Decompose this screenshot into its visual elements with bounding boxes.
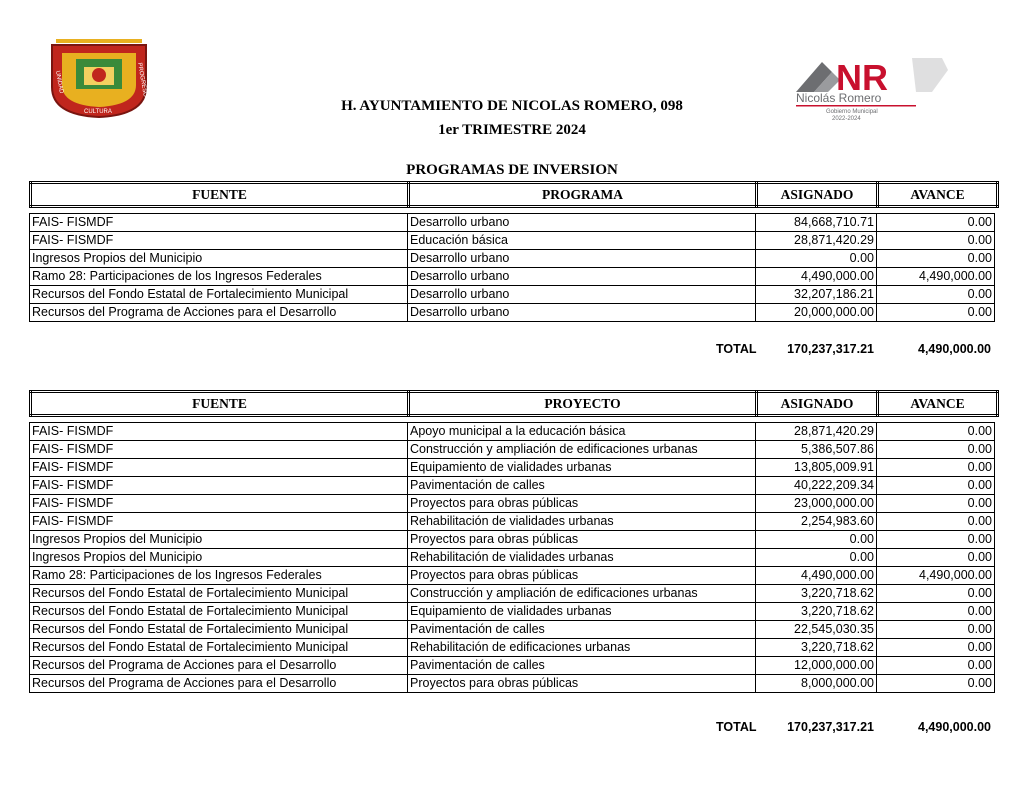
cell-asignado: 3,220,718.62 — [756, 639, 877, 657]
cell-fuente: Recursos del Programa de Acciones para el Desarrollo — [30, 675, 408, 693]
logo-subtitle: Gobierno Municipal — [826, 109, 878, 115]
table-row — [30, 639, 995, 657]
cell-fuente: Ramo 28: Participaciones de los Ingresos Federales — [30, 268, 408, 286]
cell-programa: Desarrollo urbano — [408, 214, 756, 232]
total-label: TOTAL — [716, 720, 757, 734]
table-row — [30, 268, 995, 286]
cell-programa: Desarrollo urbano — [408, 286, 756, 304]
table-row — [30, 531, 995, 549]
cell-avance: 0.00 — [877, 531, 995, 549]
cell-fuente: Recursos del Fondo Estatal de Fortalecimiento Municipal — [30, 585, 408, 603]
total-asignado: 170,237,317.21 — [787, 342, 874, 356]
cell-proyecto: Rehabilitación de edificaciones urbanas — [408, 639, 756, 657]
table-row — [30, 513, 995, 531]
table2-header — [29, 390, 999, 417]
cell-proyecto: Rehabilitación de vialidades urbanas — [408, 549, 756, 567]
table-row — [30, 441, 995, 459]
cell-proyecto: Rehabilitación de vialidades urbanas — [408, 513, 756, 531]
cell-proyecto: Construcción y ampliación de edificaciones urbanas — [408, 441, 756, 459]
table-row — [30, 214, 995, 232]
cell-asignado: 5,386,507.86 — [756, 441, 877, 459]
column-header-asignado: ASIGNADO — [757, 183, 878, 207]
table-row — [30, 585, 995, 603]
svg-text:CULTURA: CULTURA — [84, 109, 112, 115]
column-header-avance: AVANCE — [878, 392, 998, 416]
total-avance: 4,490,000.00 — [918, 342, 991, 356]
cell-avance: 0.00 — [877, 441, 995, 459]
cell-programa: Desarrollo urbano — [408, 250, 756, 268]
logo-mark: NR — [836, 57, 888, 98]
cell-fuente: Recursos del Programa de Acciones para el Desarrollo — [30, 657, 408, 675]
cell-proyecto: Proyectos para obras públicas — [408, 495, 756, 513]
cell-proyecto: Proyectos para obras públicas — [408, 567, 756, 585]
column-header-fuente: FUENTE — [31, 392, 409, 416]
table-row — [30, 621, 995, 639]
cell-asignado: 4,490,000.00 — [756, 268, 877, 286]
cell-fuente: FAIS- FISMDF — [30, 495, 408, 513]
cell-avance: 0.00 — [877, 675, 995, 693]
cell-avance: 0.00 — [877, 639, 995, 657]
cell-fuente: Ramo 28: Participaciones de los Ingresos Federales — [30, 567, 408, 585]
cell-avance: 0.00 — [877, 585, 995, 603]
cell-fuente: Recursos del Fondo Estatal de Fortalecimiento Municipal — [30, 286, 408, 304]
total-label: TOTAL — [716, 342, 757, 356]
cell-proyecto: Construcción y ampliación de edificaciones urbanas — [408, 585, 756, 603]
cell-fuente: FAIS- FISMDF — [30, 513, 408, 531]
section-title: PROGRAMAS DE INVERSION — [406, 162, 618, 178]
cell-fuente: Recursos del Programa de Acciones para el Desarrollo — [30, 304, 408, 322]
cell-avance: 0.00 — [877, 549, 995, 567]
cell-proyecto: Pavimentación de calles — [408, 621, 756, 639]
cell-proyecto: Equipamiento de vialidades urbanas — [408, 459, 756, 477]
column-header-proyecto: PROYECTO — [409, 392, 757, 416]
table-row — [30, 495, 995, 513]
document-title: H. AYUNTAMIENTO DE NICOLAS ROMERO, 098 — [341, 98, 683, 114]
cell-avance: 0.00 — [877, 423, 995, 441]
table-row — [30, 675, 995, 693]
cell-asignado: 0.00 — [756, 549, 877, 567]
cell-asignado: 8,000,000.00 — [756, 675, 877, 693]
column-header-asignado: ASIGNADO — [757, 392, 878, 416]
table-row — [30, 423, 995, 441]
cell-proyecto: Pavimentación de calles — [408, 477, 756, 495]
cell-asignado: 2,254,983.60 — [756, 513, 877, 531]
cell-fuente: FAIS- FISMDF — [30, 459, 408, 477]
table-row — [30, 477, 995, 495]
cell-fuente: Recursos del Fondo Estatal de Fortalecimiento Municipal — [30, 639, 408, 657]
column-header-avance: AVANCE — [878, 183, 998, 207]
cell-avance: 0.00 — [877, 232, 995, 250]
table-row — [30, 304, 995, 322]
cell-fuente: FAIS- FISMDF — [30, 214, 408, 232]
table2-body — [29, 422, 995, 693]
cell-asignado: 4,490,000.00 — [756, 567, 877, 585]
cell-asignado: 3,220,718.62 — [756, 603, 877, 621]
cell-programa: Desarrollo urbano — [408, 268, 756, 286]
cell-asignado: 13,805,009.91 — [756, 459, 877, 477]
cell-avance: 0.00 — [877, 250, 995, 268]
cell-asignado: 28,871,420.29 — [756, 423, 877, 441]
cell-asignado: 3,220,718.62 — [756, 585, 877, 603]
cell-asignado: 22,545,030.35 — [756, 621, 877, 639]
total-avance: 4,490,000.00 — [918, 720, 991, 734]
cell-fuente: FAIS- FISMDF — [30, 477, 408, 495]
table-row — [30, 549, 995, 567]
cell-fuente: FAIS- FISMDF — [30, 441, 408, 459]
cell-asignado: 32,207,186.21 — [756, 286, 877, 304]
cell-avance: 4,490,000.00 — [877, 268, 995, 286]
logo-name: Nicolás Romero — [796, 91, 882, 105]
total-asignado: 170,237,317.21 — [787, 720, 874, 734]
table1-body — [29, 213, 995, 322]
cell-avance: 0.00 — [877, 286, 995, 304]
logo-years: 2022-2024 — [832, 116, 861, 122]
cell-fuente: Ingresos Propios del Municipio — [30, 549, 408, 567]
cell-avance: 0.00 — [877, 657, 995, 675]
table-row — [30, 603, 995, 621]
cell-proyecto: Proyectos para obras públicas — [408, 531, 756, 549]
svg-text:PROGRESO: PROGRESO — [136, 62, 148, 98]
cell-avance: 0.00 — [877, 214, 995, 232]
cell-avance: 0.00 — [877, 304, 995, 322]
cell-avance: 4,490,000.00 — [877, 567, 995, 585]
table-row — [30, 286, 995, 304]
table-row — [30, 657, 995, 675]
table-row — [30, 250, 995, 268]
cell-asignado: 20,000,000.00 — [756, 304, 877, 322]
cell-avance: 0.00 — [877, 621, 995, 639]
cell-avance: 0.00 — [877, 459, 995, 477]
cell-avance: 0.00 — [877, 477, 995, 495]
cell-asignado: 28,871,420.29 — [756, 232, 877, 250]
cell-proyecto: Proyectos para obras públicas — [408, 675, 756, 693]
cell-asignado: 40,222,209.34 — [756, 477, 877, 495]
cell-asignado: 0.00 — [756, 531, 877, 549]
cell-fuente: Recursos del Fondo Estatal de Fortalecimiento Municipal — [30, 603, 408, 621]
cell-proyecto: Apoyo municipal a la educación básica — [408, 423, 756, 441]
cell-programa: Educación básica — [408, 232, 756, 250]
svg-text:UNIDAD: UNIDAD — [54, 70, 64, 95]
table1-header — [29, 181, 999, 208]
document-period: 1er TRIMESTRE 2024 — [438, 122, 586, 138]
table-row — [30, 232, 995, 250]
column-header-programa: PROGRAMA — [409, 183, 757, 207]
table-row — [30, 567, 995, 585]
cell-asignado: 84,668,710.71 — [756, 214, 877, 232]
cell-avance: 0.00 — [877, 603, 995, 621]
cell-programa: Desarrollo urbano — [408, 304, 756, 322]
cell-fuente: Ingresos Propios del Municipio — [30, 531, 408, 549]
cell-asignado: 23,000,000.00 — [756, 495, 877, 513]
cell-fuente: FAIS- FISMDF — [30, 423, 408, 441]
cell-avance: 0.00 — [877, 513, 995, 531]
cell-fuente: Ingresos Propios del Municipio — [30, 250, 408, 268]
column-header-fuente: FUENTE — [31, 183, 409, 207]
cell-asignado: 0.00 — [756, 250, 877, 268]
cell-fuente: Recursos del Fondo Estatal de Fortalecimiento Municipal — [30, 621, 408, 639]
cell-avance: 0.00 — [877, 495, 995, 513]
cell-asignado: 12,000,000.00 — [756, 657, 877, 675]
table-row — [30, 459, 995, 477]
cell-proyecto: Pavimentación de calles — [408, 657, 756, 675]
cell-fuente: FAIS- FISMDF — [30, 232, 408, 250]
cell-proyecto: Equipamiento de vialidades urbanas — [408, 603, 756, 621]
